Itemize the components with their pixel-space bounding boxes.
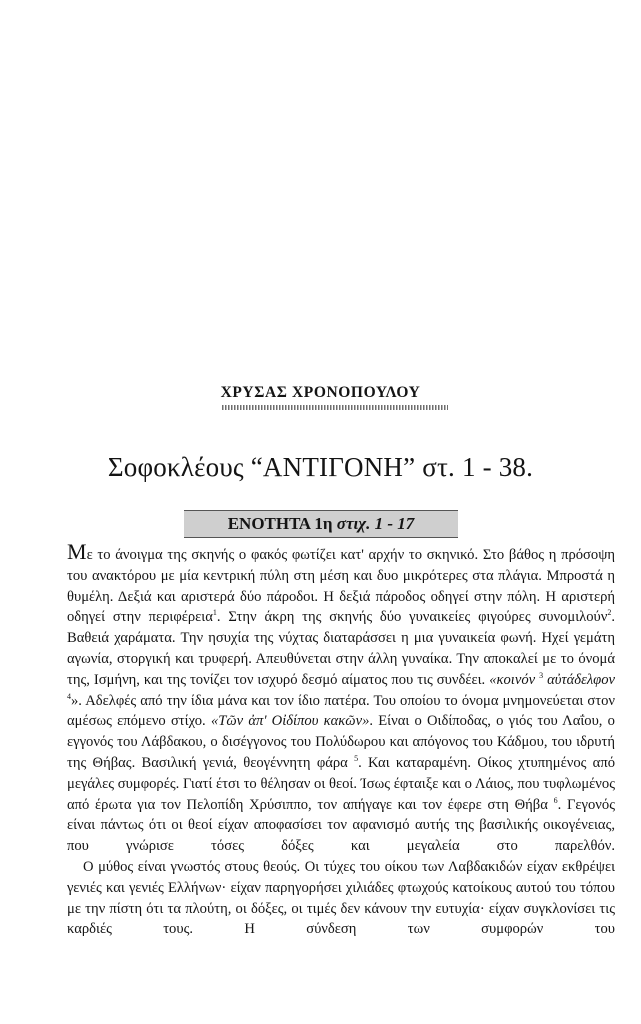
text-run: . Και καταραμένη. Οίκος χτυπημένος από μεγάλες συμφορές. Γιατί έτσι το θέλησαν οι θεοί. Ίσως έφταιξε και ο Λάιος, που τυφλωμένος από έρωτα για τον Πελοπίδη Χρύσιππο, τον απήγαγε και τον έφερε στη Θήβα [67, 754, 615, 813]
page-title: Σοφοκλέους “ΑΝΤΙΓΟΝΗ” στ. 1 - 38. [107, 452, 534, 482]
author-name: ΧΡΥΣΑΣ ΧΡΟΝΟΠΟΥΛΟΥ [220, 384, 421, 401]
section-heading [184, 510, 458, 538]
footnote-ref: 1 [212, 608, 217, 618]
section-label: ΕΝΟΤΗΤΑ 1η [227, 514, 333, 533]
body-text [67, 541, 615, 940]
footnote-ref: 6 [553, 795, 558, 805]
text-run: ». Αδελφές από την ίδια μάνα και τον ίδιο πατέρα. Του οποίου το όνομα μνημονεύεται στον αμέσως επόμενο στίχο. [67, 692, 615, 730]
text-run: . Είναι ο Οιδίποδας, ο γιός του Λαΐου, ο εγγονός του Λάβδακου, ο δισέγγονος του Πολύδωρου και απόγονος του Κάδμου, του ιδρυτή της Θήβας. Βασιλική γενιά, θεογέννητη φάρα [67, 713, 615, 771]
footnote-ref: 2 [607, 608, 612, 618]
text-run: . Γεγονός είναι πάντως ότι οι θεοί είχαν αποφασίσει τον αφανισμό αυτής της βασιλικής οικογένειας, που γνώρισε τόσες δόξες και μεγαλεία στο παρελθόν. [67, 796, 615, 855]
footnote-ref: 3 [539, 670, 544, 680]
section-range: στιχ. 1 - 17 [336, 514, 415, 533]
text-run: . Στην άκρη της σκηνής δύο γυναικείες φιγούρες συνομιλούν [216, 609, 608, 626]
footnote-ref: 5 [354, 754, 359, 764]
drop-cap: Μ [67, 539, 87, 564]
footnote-ref: 4 [67, 691, 71, 701]
text-run: ε το άνοιγμα της σκηνής ο φακός φωτίζει κατ' αρχήν το σκηνικό. Στο βάθος η πρόσοψη του ανακτόρου με μία κεντρική πύλη στη μέση και δυο μικρότερες στα πλάγια. Μπροστά η θυμέλη. Δεξιά και αριστερά δύο πάροδοι. Η δεξιά πάροδος οδηγεί στην πόλη. Η αριστερή οδηγεί στην περιφέρεια [67, 547, 615, 626]
quote-text: «κοινόν [489, 671, 536, 688]
author-underline [222, 405, 448, 410]
quote-text: αὐτάδελφον [547, 671, 616, 688]
text-run: . Βαθειά χαράματα. Την ησυχία της νύχτας διαταράσσει η μια γυναικεία φωνή. Ηχεί γεμάτη αγωνία, στοργική και τρυφερή. Απευθύνεται στην άλλη γυναίκα. Την αποκαλεί με το όνομά της, Ισμήνη, και της τονίζει τον ισχυρό δεσμό αίματος που τις συνδέει. [67, 609, 615, 688]
quote-text: «Τῶν ἀπ' Οἰδίπου κακῶν» [210, 713, 370, 730]
paragraph-2: Ο μύθος είναι γνωστός στους θεούς. Οι τύχες του οίκου των Λαβδακιδών είχαν εκθρέψει γενιές και γενιές Ελλήνων· είχαν παρηγορήσει χιλιάδες φτωχούς κατοίκους αυτού του τόπου με την πίστη ότι τα πλούτη, οι δόξες, οι τιμές δεν κάνουν την ευτυχία· είχαν συγκλονίσει τις καρδιές τους. Η σύνδεση των συμφορών του [67, 858, 615, 938]
paragraph-1 [67, 541, 615, 857]
